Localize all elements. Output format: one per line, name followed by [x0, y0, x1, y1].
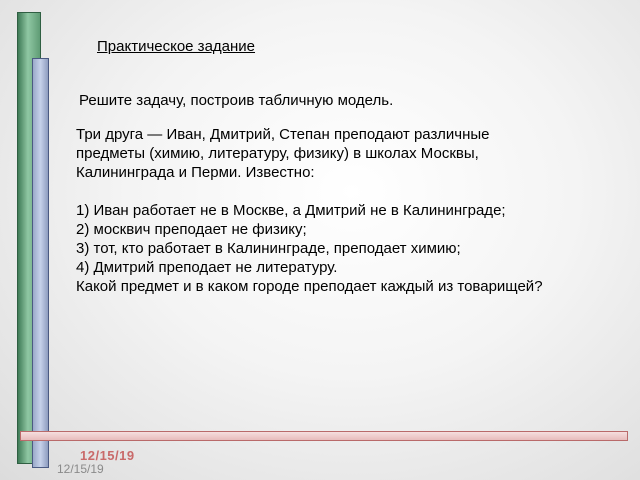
footer-date: 12/15/19 [57, 462, 104, 476]
problem-text [76, 125, 616, 296]
slide-heading: Практическое задание [97, 38, 256, 55]
problem-question: Какой предмет и в каком городе преподает каждый из товарищей? [76, 278, 543, 295]
problem-line: предметы (химию, литературу, физику) в школах Москвы, [76, 145, 479, 162]
problem-line: Три друга — Иван, Дмитрий, Степан преподают различные [76, 126, 490, 143]
decorative-blue-bar [32, 58, 49, 468]
condition-3: 3) тот, кто работает в Калининграде, преподает химию; [76, 240, 461, 257]
task-statement: Решите задачу, построив табличную модель. [79, 92, 394, 109]
condition-4: 4) Дмитрий преподает не литературу. [76, 259, 338, 276]
condition-1: 1) Иван работает не в Москве, а Дмитрий не в Калининграде; [76, 202, 506, 219]
condition-2: 2) москвич преподает не физику; [76, 221, 307, 238]
problem-line-blank [76, 182, 616, 201]
decorative-red-bar [20, 431, 628, 441]
slide-date: 12/15/19 [80, 448, 135, 463]
problem-line: Калининграда и Перми. Известно: [76, 164, 315, 181]
